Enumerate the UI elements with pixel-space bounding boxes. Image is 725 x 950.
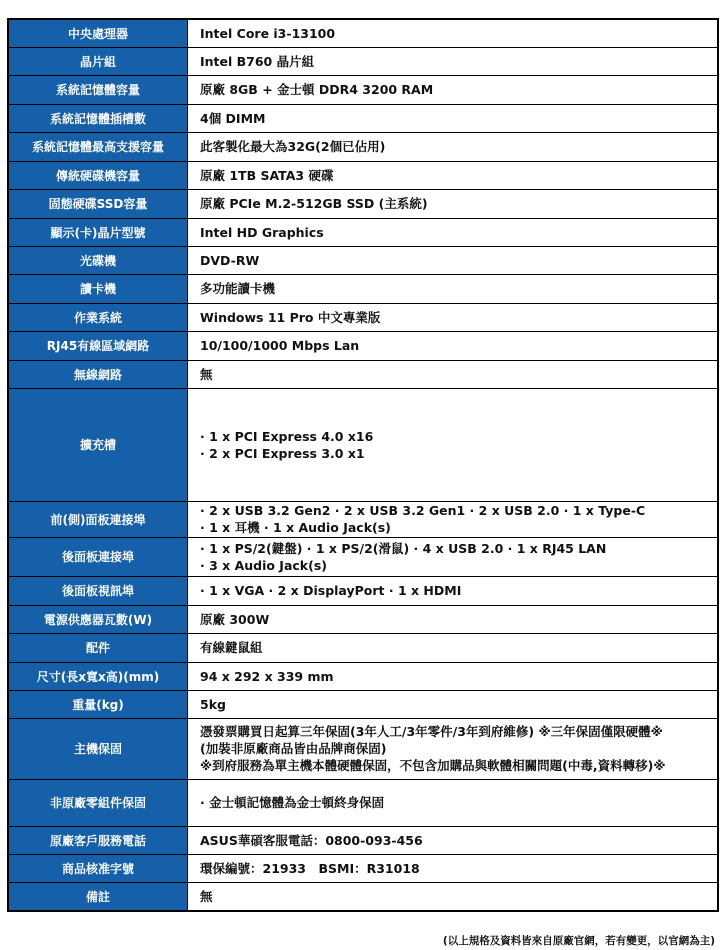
spec-value [188, 19, 719, 47]
spec-value [188, 75, 719, 104]
spec-value-line: 原廠 1TB SATA3 硬碟 [200, 167, 334, 183]
spec-label: 讀卡機 [8, 274, 188, 303]
spec-label: 傳統硬碟機容量 [8, 161, 188, 189]
spec-value-line: · 2 x USB 3.2 Gen2 · 2 x USB 3.2 Gen1 · 2 x USB 2.0 · 1 x Type-C [200, 503, 646, 518]
spec-row [8, 501, 718, 537]
spec-value [188, 501, 719, 537]
spec-value-line: · 2 x PCI Express 3.0 x1 [200, 445, 365, 461]
spec-value-line: 94 x 292 x 339 mm [200, 668, 334, 684]
spec-value [188, 576, 719, 605]
spec-row [8, 104, 718, 132]
spec-row [8, 690, 718, 718]
spec-label: 系統記憶體插槽數 [8, 104, 188, 132]
spec-value-line: · 3 x Audio Jack(s) [200, 557, 327, 573]
spec-label: 主機保固 [8, 718, 188, 779]
spec-value-line: 4個 DIMM [200, 110, 266, 126]
spec-value [188, 605, 719, 633]
spec-label: 顯示(卡)晶片型號 [8, 218, 188, 246]
spec-value-line: 無 [200, 366, 213, 382]
spec-row [8, 161, 718, 189]
spec-value-line: · 1 x VGA · 2 x DisplayPort · 1 x HDMI [200, 583, 462, 598]
spec-value [188, 854, 719, 882]
spec-label: 尺寸(長x寬x高)(mm) [8, 662, 188, 690]
spec-value-line: Intel HD Graphics [200, 224, 324, 240]
spec-value-line: ASUS華碩客服電話：0800-093-456 [200, 832, 423, 848]
spec-value [188, 161, 719, 189]
spec-row [8, 246, 718, 274]
spec-value [188, 360, 719, 388]
spec-value [188, 779, 719, 826]
spec-label: 後面板連接埠 [8, 537, 188, 576]
spec-label: 作業系統 [8, 303, 188, 331]
spec-row [8, 537, 718, 576]
spec-value-line: 此客製化最大為32G(2個已佔用) [200, 139, 386, 154]
spec-value-line: 環保編號：21933 BSMI：R31018 [200, 860, 420, 876]
spec-value [188, 331, 719, 360]
spec-value-line: ※到府服務為單主機本體硬體保固，不包含加購品與軟體相關問題(中毒,資料轉移)※ [200, 758, 666, 773]
spec-row [8, 576, 718, 605]
spec-label: 配件 [8, 633, 188, 662]
spec-value-line: 原廠 300W [200, 611, 270, 627]
spec-label: 電源供應器瓦數(W) [8, 605, 188, 633]
spec-value-line: 多功能讀卡機 [200, 281, 276, 296]
spec-value [188, 189, 719, 218]
spec-value-line: 10/100/1000 Mbps Lan [200, 338, 360, 353]
spec-row [8, 633, 718, 662]
spec-label: 商品核准字號 [8, 854, 188, 882]
spec-row [8, 360, 718, 388]
spec-row [8, 218, 718, 246]
spec-value-line: 有線鍵鼠組 [200, 640, 263, 655]
spec-value [188, 246, 719, 274]
spec-label: 備註 [8, 882, 188, 911]
spec-row [8, 331, 718, 360]
spec-value-line: 無 [200, 888, 213, 904]
spec-value-line: · 1 x PS/2(鍵盤) · 1 x PS/2(滑鼠) · 4 x USB 2.0 · 1 x RJ45 LAN [200, 540, 607, 556]
spec-label: 重量(kg) [8, 690, 188, 718]
spec-label: 擴充槽 [8, 388, 188, 501]
spec-label: 原廠客戶服務電話 [8, 826, 188, 854]
spec-value [188, 537, 719, 576]
spec-row [8, 882, 718, 911]
spec-value [188, 388, 719, 501]
spec-value-line: · 1 x 耳機 · 1 x Audio Jack(s) [200, 520, 391, 535]
spec-row [8, 854, 718, 882]
spec-row [8, 826, 718, 854]
spec-row [8, 47, 718, 75]
spec-value [188, 690, 719, 718]
spec-row [8, 189, 718, 218]
spec-value [188, 47, 719, 75]
spec-value [188, 218, 719, 246]
spec-value-line: · 1 x PCI Express 4.0 x16 [200, 428, 374, 444]
spec-value [188, 826, 719, 854]
spec-value-line: Windows 11 Pro 中文專業版 [200, 309, 381, 325]
spec-label: 光碟機 [8, 246, 188, 274]
spec-value-line: · 金士頓記憶體為金士頓終身保固 [200, 795, 385, 810]
spec-value-line: DVD-RW [200, 252, 260, 268]
spec-value-line: (加裝非原廠商品皆由品牌商保固) [200, 741, 387, 756]
spec-row [8, 779, 718, 826]
spec-table-body [8, 19, 718, 911]
spec-value [188, 104, 719, 132]
spec-value [188, 718, 719, 779]
spec-label: 非原廠零組件保固 [8, 779, 188, 826]
spec-row [8, 303, 718, 331]
spec-row [8, 718, 718, 779]
spec-value-line: 5kg [200, 696, 226, 712]
spec-table [7, 18, 719, 912]
spec-label: 中央處理器 [8, 19, 188, 47]
spec-value [188, 662, 719, 690]
spec-row [8, 662, 718, 690]
spec-value [188, 274, 719, 303]
spec-label: 前(側)面板連接埠 [8, 501, 188, 537]
spec-row [8, 132, 718, 161]
spec-row [8, 19, 718, 47]
spec-row [8, 388, 718, 501]
spec-label: 晶片組 [8, 47, 188, 75]
spec-label: 無線網路 [8, 360, 188, 388]
spec-label: 後面板視訊埠 [8, 576, 188, 605]
spec-value-line: 憑發票購買日起算三年保固(3年人工/3年零件/3年到府維修) ※三年保固僅限硬體※ [200, 724, 663, 739]
spec-value [188, 882, 719, 911]
spec-label: 固態硬碟SSD容量 [8, 189, 188, 218]
footnote: (以上規格及資料皆來自原廠官網，若有變更，以官網為主) [442, 935, 715, 947]
spec-value [188, 633, 719, 662]
spec-row [8, 75, 718, 104]
spec-value-line: 原廠 8GB + 金士頓 DDR4 3200 RAM [200, 82, 434, 97]
spec-value-line: 原廠 PCIe M.2-512GB SSD (主系統) [200, 196, 428, 211]
spec-row [8, 274, 718, 303]
spec-value-line: Intel B760 晶片組 [200, 53, 315, 69]
spec-value [188, 303, 719, 331]
spec-label: 系統記憶體容量 [8, 75, 188, 104]
spec-value-line: Intel Core i3-13100 [200, 25, 336, 41]
spec-row [8, 605, 718, 633]
spec-label: RJ45有線區域網路 [8, 331, 188, 360]
spec-value [188, 132, 719, 161]
spec-label: 系統記憶體最高支援容量 [8, 132, 188, 161]
